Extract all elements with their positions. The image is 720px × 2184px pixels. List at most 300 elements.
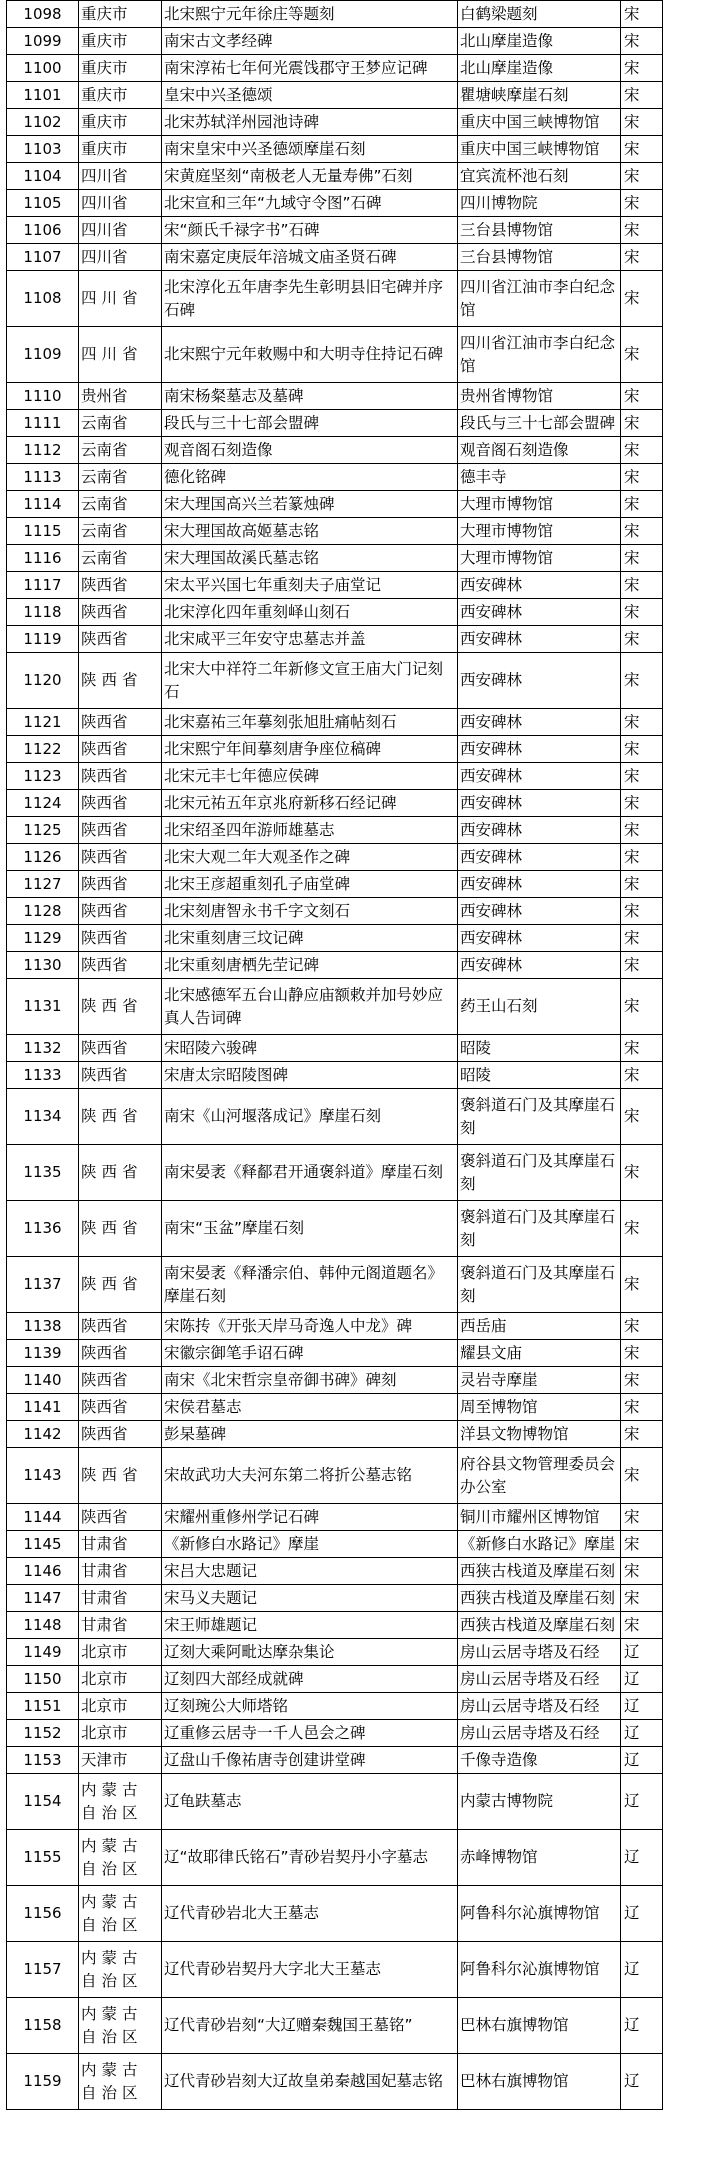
row-location: 洋县文物博物馆: [458, 1421, 621, 1448]
row-dynasty: 宋: [621, 109, 663, 136]
row-province: 内蒙古自治区: [79, 1998, 162, 2054]
row-province: 内蒙古自治区: [79, 2054, 162, 2110]
row-dynasty: 宋: [621, 244, 663, 271]
row-location: 西安碑林: [458, 736, 621, 763]
table-row: [7, 1886, 663, 1942]
row-province: 甘肃省: [79, 1531, 162, 1558]
row-number: 1126: [7, 844, 79, 871]
row-dynasty: 辽: [621, 1830, 663, 1886]
row-relic-name: 辽代青砂岩契丹大字北大王墓志: [162, 1942, 458, 1998]
row-number: 1104: [7, 163, 79, 190]
row-number: 1157: [7, 1942, 79, 1998]
table-row: [7, 1145, 663, 1201]
row-dynasty: 辽: [621, 1942, 663, 1998]
row-relic-name: 皇宋中兴圣德颂: [162, 82, 458, 109]
row-location: 药王山石刻: [458, 979, 621, 1035]
row-dynasty: 宋: [621, 1421, 663, 1448]
row-dynasty: 宋: [621, 763, 663, 790]
table-row: [7, 1774, 663, 1830]
row-dynasty: 辽: [621, 1886, 663, 1942]
row-number: 1111: [7, 410, 79, 437]
row-location: 房山云居寺塔及石经: [458, 1666, 621, 1693]
row-relic-name: 北宋绍圣四年游师雄墓志: [162, 817, 458, 844]
row-dynasty: 辽: [621, 1693, 663, 1720]
relic-table-body: [7, 1, 663, 2110]
row-number: 1137: [7, 1257, 79, 1313]
row-province: 陕西省: [79, 1089, 162, 1145]
row-province: 四川省: [79, 327, 162, 383]
row-number: 1128: [7, 898, 79, 925]
row-province: 陕西省: [79, 1367, 162, 1394]
row-relic-name: 南宋古文孝经碑: [162, 28, 458, 55]
row-province: 陕西省: [79, 1313, 162, 1340]
row-dynasty: 宋: [621, 437, 663, 464]
row-province: 陕西省: [79, 599, 162, 626]
row-relic-name: 宋太平兴国七年重刻夫子庙堂记: [162, 572, 458, 599]
row-province: 四川省: [79, 190, 162, 217]
row-relic-name: 辽龟趺墓志: [162, 1774, 458, 1830]
row-dynasty: 宋: [621, 271, 663, 327]
row-dynasty: 宋: [621, 28, 663, 55]
row-relic-name: 段氏与三十七部会盟碑: [162, 410, 458, 437]
row-province: 陕西省: [79, 1201, 162, 1257]
row-number: 1140: [7, 1367, 79, 1394]
row-location: 阿鲁科尔沁旗博物馆: [458, 1886, 621, 1942]
row-province: 陕西省: [79, 709, 162, 736]
row-location: 贵州省博物馆: [458, 383, 621, 410]
table-row: [7, 572, 663, 599]
table-row: [7, 1639, 663, 1666]
row-number: 1144: [7, 1504, 79, 1531]
row-location: 西狭古栈道及摩崖石刻: [458, 1585, 621, 1612]
row-province: 北京市: [79, 1693, 162, 1720]
row-dynasty: 宋: [621, 979, 663, 1035]
row-number: 1108: [7, 271, 79, 327]
table-row: [7, 844, 663, 871]
row-province: 陕西省: [79, 626, 162, 653]
table-row: [7, 410, 663, 437]
row-province: 内蒙古自治区: [79, 1886, 162, 1942]
table-row: [7, 1666, 663, 1693]
row-province: 陕西省: [79, 925, 162, 952]
row-province: 内蒙古自治区: [79, 1942, 162, 1998]
row-dynasty: 辽: [621, 1720, 663, 1747]
row-dynasty: 宋: [621, 736, 663, 763]
table-row: [7, 871, 663, 898]
row-relic-name: 辽重修云居寺一千人邑会之碑: [162, 1720, 458, 1747]
row-relic-name: 北宋刻唐智永书千字文刻石: [162, 898, 458, 925]
row-number: 1113: [7, 464, 79, 491]
row-number: 1145: [7, 1531, 79, 1558]
row-province: 四川省: [79, 244, 162, 271]
row-province: 甘肃省: [79, 1558, 162, 1585]
row-province: 陕西省: [79, 1448, 162, 1504]
row-number: 1100: [7, 55, 79, 82]
row-location: 赤峰博物馆: [458, 1830, 621, 1886]
table-row: [7, 1531, 663, 1558]
row-location: 白鹤梁题刻: [458, 1, 621, 28]
row-dynasty: 宋: [621, 572, 663, 599]
row-number: 1105: [7, 190, 79, 217]
row-location: 昭陵: [458, 1035, 621, 1062]
table-row: [7, 244, 663, 271]
row-relic-name: 宋昭陵六骏碑: [162, 1035, 458, 1062]
row-relic-name: 南宋“玉盆”摩崖石刻: [162, 1201, 458, 1257]
row-number: 1150: [7, 1666, 79, 1693]
row-dynasty: 宋: [621, 871, 663, 898]
row-location: 四川博物院: [458, 190, 621, 217]
row-location: 西狭古栈道及摩崖石刻: [458, 1612, 621, 1639]
row-number: 1158: [7, 1998, 79, 2054]
row-location: 西安碑林: [458, 817, 621, 844]
row-relic-name: 南宋《山河堰落成记》摩崖石刻: [162, 1089, 458, 1145]
row-province: 重庆市: [79, 28, 162, 55]
row-relic-name: 宋侯君墓志: [162, 1394, 458, 1421]
row-dynasty: 宋: [621, 626, 663, 653]
row-province: 陕西省: [79, 653, 162, 709]
row-relic-name: 宋吕大忠题记: [162, 1558, 458, 1585]
row-relic-name: 宋大理国故溪氏墓志铭: [162, 545, 458, 572]
row-dynasty: 宋: [621, 1558, 663, 1585]
row-location: 耀县文庙: [458, 1340, 621, 1367]
row-number: 1116: [7, 545, 79, 572]
row-number: 1156: [7, 1886, 79, 1942]
row-province: 陕西省: [79, 572, 162, 599]
row-province: 陕西省: [79, 979, 162, 1035]
row-location: 房山云居寺塔及石经: [458, 1720, 621, 1747]
row-number: 1152: [7, 1720, 79, 1747]
row-province: 天津市: [79, 1747, 162, 1774]
row-relic-name: 北宋熙宁元年敕赐中和大明寺住持记石碑: [162, 327, 458, 383]
row-dynasty: 宋: [621, 55, 663, 82]
row-location: 西岳庙: [458, 1313, 621, 1340]
row-location: 内蒙古博物院: [458, 1774, 621, 1830]
row-number: 1130: [7, 952, 79, 979]
row-relic-name: 宋大理国高兴兰若篆烛碑: [162, 491, 458, 518]
row-number: 1154: [7, 1774, 79, 1830]
row-province: 北京市: [79, 1639, 162, 1666]
row-location: 府谷县文物管理委员会办公室: [458, 1448, 621, 1504]
row-province: 陕西省: [79, 790, 162, 817]
row-relic-name: 北宋元祐五年京兆府新移石经记碑: [162, 790, 458, 817]
row-number: 1121: [7, 709, 79, 736]
row-relic-name: 辽盘山千像祐唐寺创建讲堂碑: [162, 1747, 458, 1774]
row-number: 1133: [7, 1062, 79, 1089]
row-relic-name: 北宋元丰七年德应侯碑: [162, 763, 458, 790]
row-dynasty: 宋: [621, 217, 663, 244]
row-relic-name: 南宋皇宋中兴圣德颂摩崖石刻: [162, 136, 458, 163]
row-dynasty: 宋: [621, 1035, 663, 1062]
row-relic-name: 北宋咸平三年安守忠墓志并盖: [162, 626, 458, 653]
row-location: 北山摩崖造像: [458, 28, 621, 55]
row-location: 西安碑林: [458, 599, 621, 626]
table-row: [7, 464, 663, 491]
row-number: 1135: [7, 1145, 79, 1201]
table-row: [7, 1367, 663, 1394]
row-location: 周至博物馆: [458, 1394, 621, 1421]
row-number: 1139: [7, 1340, 79, 1367]
row-dynasty: 宋: [621, 82, 663, 109]
row-province: 陕西省: [79, 1145, 162, 1201]
row-number: 1106: [7, 217, 79, 244]
row-dynasty: 宋: [621, 327, 663, 383]
table-row: [7, 1942, 663, 1998]
row-relic-name: 北宋大中祥符二年新修文宣王庙大门记刻石: [162, 653, 458, 709]
row-number: 1129: [7, 925, 79, 952]
row-location: 阿鲁科尔沁旗博物馆: [458, 1942, 621, 1998]
row-dynasty: 辽: [621, 1998, 663, 2054]
row-location: 重庆中国三峡博物馆: [458, 109, 621, 136]
row-location: 西安碑林: [458, 925, 621, 952]
row-relic-name: 辽刻琬公大师塔铭: [162, 1693, 458, 1720]
table-row: [7, 1257, 663, 1313]
table-row: [7, 1, 663, 28]
row-dynasty: 宋: [621, 599, 663, 626]
row-province: 甘肃省: [79, 1585, 162, 1612]
row-relic-name: 辽代青砂岩北大王墓志: [162, 1886, 458, 1942]
row-number: 1099: [7, 28, 79, 55]
table-row: [7, 1998, 663, 2054]
row-location: 褒斜道石门及其摩崖石刻: [458, 1089, 621, 1145]
row-dynasty: 宋: [621, 790, 663, 817]
row-dynasty: 宋: [621, 136, 663, 163]
row-location: 大理市博物馆: [458, 491, 621, 518]
table-row: [7, 1612, 663, 1639]
table-row: [7, 271, 663, 327]
table-row: [7, 1448, 663, 1504]
row-location: 铜川市耀州区博物馆: [458, 1504, 621, 1531]
row-relic-name: 辽刻大乘阿毗达摩杂集论: [162, 1639, 458, 1666]
row-location: 瞿塘峡摩崖石刻: [458, 82, 621, 109]
row-relic-name: 宋王师雄题记: [162, 1612, 458, 1639]
table-row: [7, 763, 663, 790]
row-location: 北山摩崖造像: [458, 55, 621, 82]
row-location: 房山云居寺塔及石经: [458, 1639, 621, 1666]
table-row: [7, 1062, 663, 1089]
row-dynasty: 宋: [621, 1531, 663, 1558]
row-number: 1155: [7, 1830, 79, 1886]
row-number: 1118: [7, 599, 79, 626]
table-row: [7, 163, 663, 190]
row-number: 1120: [7, 653, 79, 709]
relic-list-sheet: [6, 0, 662, 2110]
row-province: 陕西省: [79, 952, 162, 979]
row-province: 四川省: [79, 163, 162, 190]
row-relic-name: 北宋淳化五年唐李先生彰明县旧宅碑并序石碑: [162, 271, 458, 327]
row-location: 观音阁石刻造像: [458, 437, 621, 464]
row-location: 西安碑林: [458, 952, 621, 979]
table-row: [7, 817, 663, 844]
row-dynasty: 宋: [621, 464, 663, 491]
row-dynasty: 宋: [621, 1201, 663, 1257]
row-number: 1117: [7, 572, 79, 599]
row-relic-name: 宋唐太宗昭陵图碑: [162, 1062, 458, 1089]
table-row: [7, 599, 663, 626]
table-row: [7, 1394, 663, 1421]
row-dynasty: 宋: [621, 898, 663, 925]
relic-table: [6, 0, 663, 2110]
table-row: [7, 1830, 663, 1886]
row-province: 重庆市: [79, 109, 162, 136]
row-dynasty: 宋: [621, 1089, 663, 1145]
row-dynasty: 宋: [621, 1257, 663, 1313]
row-number: 1151: [7, 1693, 79, 1720]
row-province: 陕西省: [79, 1421, 162, 1448]
row-number: 1110: [7, 383, 79, 410]
table-row: [7, 1313, 663, 1340]
table-row: [7, 491, 663, 518]
row-location: 德丰寺: [458, 464, 621, 491]
table-row: [7, 2054, 663, 2110]
row-relic-name: 南宋嘉定庚辰年涪城文庙圣贤石碑: [162, 244, 458, 271]
row-relic-name: 北宋重刻唐栖先茔记碑: [162, 952, 458, 979]
table-row: [7, 1201, 663, 1257]
row-province: 重庆市: [79, 1, 162, 28]
row-province: 陕西省: [79, 1062, 162, 1089]
row-dynasty: 宋: [621, 383, 663, 410]
row-province: 北京市: [79, 1666, 162, 1693]
row-location: 重庆中国三峡博物馆: [458, 136, 621, 163]
row-location: 西安碑林: [458, 653, 621, 709]
row-number: 1146: [7, 1558, 79, 1585]
row-province: 陕西省: [79, 817, 162, 844]
row-dynasty: 宋: [621, 1612, 663, 1639]
row-relic-name: 辽代青砂岩刻大辽故皇弟秦越国妃墓志铭: [162, 2054, 458, 2110]
row-number: 1115: [7, 518, 79, 545]
row-relic-name: 南宋晏袤《释潘宗伯、韩仲元阁道题名》摩崖石刻: [162, 1257, 458, 1313]
row-province: 云南省: [79, 464, 162, 491]
table-row: [7, 1747, 663, 1774]
row-relic-name: 辽“故耶律氏铭石”青砂岩契丹小字墓志: [162, 1830, 458, 1886]
row-dynasty: 宋: [621, 653, 663, 709]
row-location: 褒斜道石门及其摩崖石刻: [458, 1257, 621, 1313]
row-province: 陕西省: [79, 1257, 162, 1313]
row-number: 1136: [7, 1201, 79, 1257]
row-relic-name: 宋耀州重修州学记石碑: [162, 1504, 458, 1531]
table-row: [7, 1340, 663, 1367]
row-location: 西安碑林: [458, 871, 621, 898]
table-row: [7, 55, 663, 82]
row-dynasty: 宋: [621, 491, 663, 518]
row-location: 宜宾流杯池石刻: [458, 163, 621, 190]
row-location: 巴林右旗博物馆: [458, 2054, 621, 2110]
row-relic-name: 北宋熙宁年间摹刻唐争座位稿碑: [162, 736, 458, 763]
row-number: 1138: [7, 1313, 79, 1340]
table-row: [7, 82, 663, 109]
row-location: 三台县博物馆: [458, 244, 621, 271]
table-row: [7, 545, 663, 572]
row-dynasty: 宋: [621, 518, 663, 545]
row-dynasty: 辽: [621, 1666, 663, 1693]
row-number: 1131: [7, 979, 79, 1035]
row-location: 西安碑林: [458, 626, 621, 653]
row-dynasty: 宋: [621, 1313, 663, 1340]
row-number: 1124: [7, 790, 79, 817]
row-number: 1109: [7, 327, 79, 383]
row-dynasty: 宋: [621, 952, 663, 979]
row-number: 1143: [7, 1448, 79, 1504]
row-dynasty: 辽: [621, 1747, 663, 1774]
row-relic-name: 德化铭碑: [162, 464, 458, 491]
row-province: 陕西省: [79, 736, 162, 763]
row-dynasty: 宋: [621, 1062, 663, 1089]
row-province: 内蒙古自治区: [79, 1774, 162, 1830]
row-relic-name: 北宋宣和三年“九域守令图”石碑: [162, 190, 458, 217]
row-province: 云南省: [79, 437, 162, 464]
table-row: [7, 1693, 663, 1720]
row-province: 云南省: [79, 491, 162, 518]
row-province: 四川省: [79, 217, 162, 244]
row-dynasty: 宋: [621, 844, 663, 871]
row-relic-name: 南宋晏袤《释鄐君开通褒斜道》摩崖石刻: [162, 1145, 458, 1201]
row-dynasty: 宋: [621, 1394, 663, 1421]
row-location: 灵岩寺摩崖: [458, 1367, 621, 1394]
table-row: [7, 1089, 663, 1145]
row-location: 西安碑林: [458, 898, 621, 925]
table-row: [7, 383, 663, 410]
row-location: 西狭古栈道及摩崖石刻: [458, 1558, 621, 1585]
row-province: 云南省: [79, 545, 162, 572]
table-row: [7, 217, 663, 244]
table-row: [7, 898, 663, 925]
row-location: 四川省江油市李白纪念馆: [458, 271, 621, 327]
row-location: 西安碑林: [458, 844, 621, 871]
row-relic-name: 彭杲墓碑: [162, 1421, 458, 1448]
row-province: 陕西省: [79, 763, 162, 790]
row-province: 贵州省: [79, 383, 162, 410]
row-province: 陕西省: [79, 1394, 162, 1421]
row-province: 云南省: [79, 410, 162, 437]
table-row: [7, 28, 663, 55]
table-row: [7, 437, 663, 464]
row-dynasty: 宋: [621, 190, 663, 217]
row-relic-name: 《新修白水路记》摩崖: [162, 1531, 458, 1558]
table-row: [7, 736, 663, 763]
row-number: 1102: [7, 109, 79, 136]
row-location: 西安碑林: [458, 572, 621, 599]
row-location: 段氏与三十七部会盟碑: [458, 410, 621, 437]
row-province: 陕西省: [79, 1340, 162, 1367]
table-row: [7, 190, 663, 217]
row-dynasty: 宋: [621, 1367, 663, 1394]
row-dynasty: 宋: [621, 1145, 663, 1201]
row-relic-name: 北宋淳化四年重刻峄山刻石: [162, 599, 458, 626]
row-province: 陕西省: [79, 844, 162, 871]
row-number: 1112: [7, 437, 79, 464]
row-number: 1153: [7, 1747, 79, 1774]
row-province: 重庆市: [79, 55, 162, 82]
table-row: [7, 709, 663, 736]
row-relic-name: 观音阁石刻造像: [162, 437, 458, 464]
row-location: 四川省江油市李白纪念馆: [458, 327, 621, 383]
table-row: [7, 109, 663, 136]
row-number: 1132: [7, 1035, 79, 1062]
row-location: 褒斜道石门及其摩崖石刻: [458, 1201, 621, 1257]
row-relic-name: 辽代青砂岩刻“大辽赠秦魏国王墓铭”: [162, 1998, 458, 2054]
row-number: 1127: [7, 871, 79, 898]
row-relic-name: 宋大理国故高姬墓志铭: [162, 518, 458, 545]
row-relic-name: 北宋重刻唐三坟记碑: [162, 925, 458, 952]
row-number: 1103: [7, 136, 79, 163]
row-dynasty: 辽: [621, 1774, 663, 1830]
table-row: [7, 1720, 663, 1747]
row-relic-name: 宋“颜氏千禄字书”石碑: [162, 217, 458, 244]
row-relic-name: 北宋嘉祐三年摹刻张旭肚痛帖刻石: [162, 709, 458, 736]
table-row: [7, 136, 663, 163]
row-province: 甘肃省: [79, 1612, 162, 1639]
table-row: [7, 979, 663, 1035]
row-location: 《新修白水路记》摩崖: [458, 1531, 621, 1558]
